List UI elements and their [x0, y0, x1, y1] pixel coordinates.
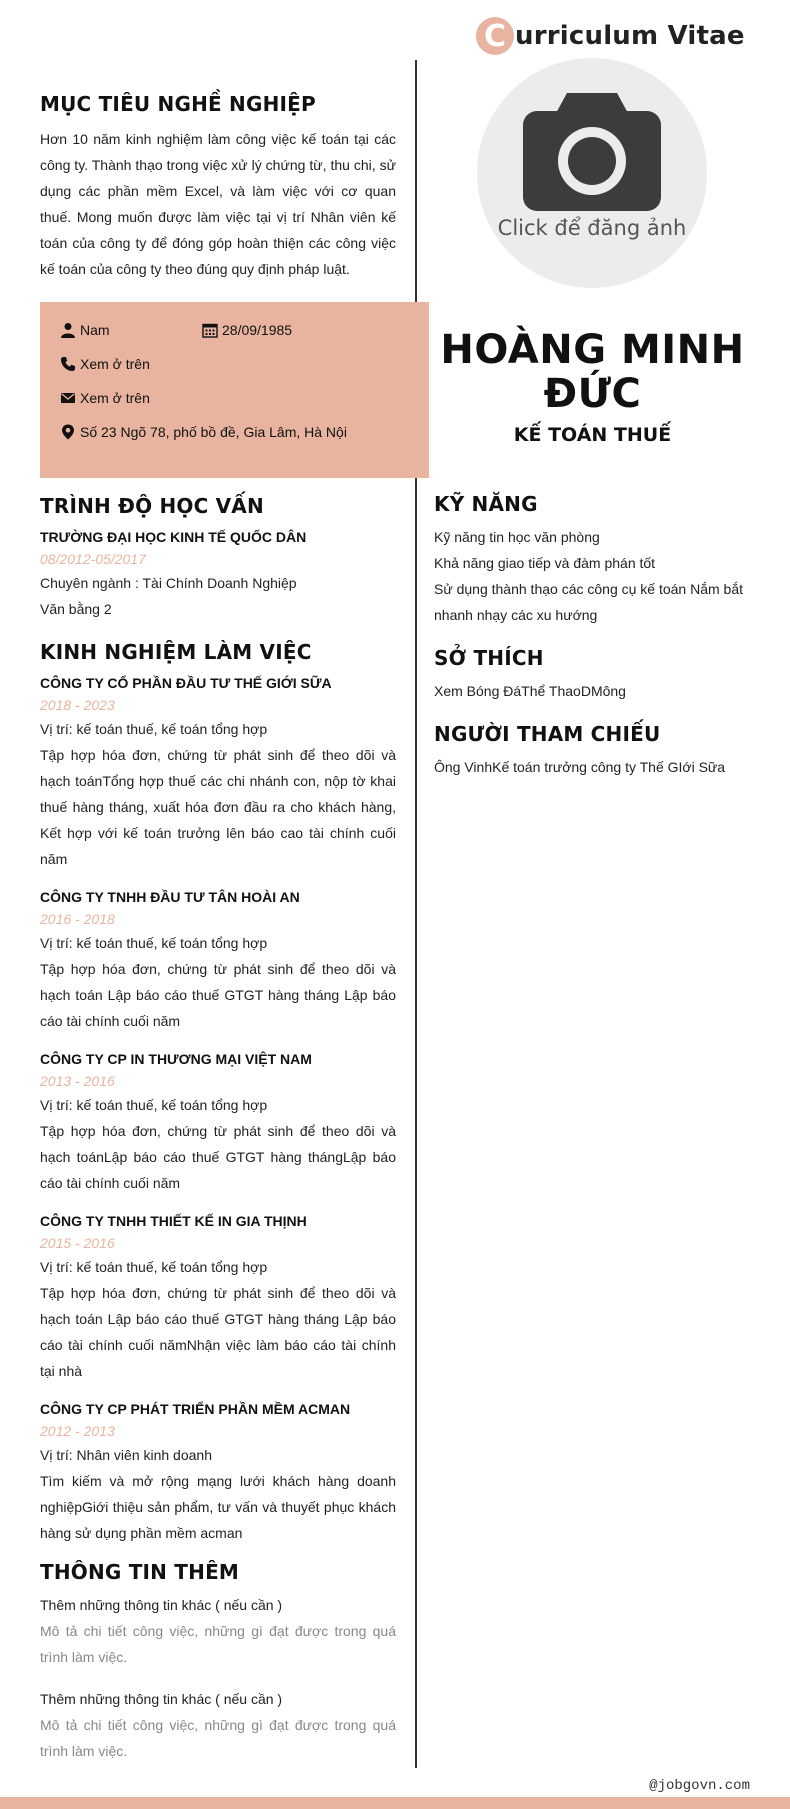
references-text: Ông VinhKế toán trưởng công ty Thế GIới Sữa	[434, 759, 726, 775]
birthday-value: 28/09/1985	[222, 322, 293, 338]
contact-address	[60, 424, 347, 440]
contact-email	[60, 390, 150, 406]
experience-description: Tìm kiếm và mở rộng mạng lưới khách hàng doanh nghiệpGiới thiệu sản phẩm, tư vấn và thuyết phục khách hàng sử dụng phần mềm acman	[40, 1473, 396, 1541]
education-title: TRÌNH ĐỘ HỌC VẤN	[40, 494, 264, 518]
additional-info-section	[40, 1560, 396, 1764]
hobbies-title: SỞ THÍCH	[434, 646, 544, 670]
experience-item	[40, 1048, 396, 1196]
experience-period: 2015 - 2016	[40, 1235, 115, 1251]
envelope-icon	[60, 390, 76, 406]
experience-section	[40, 640, 396, 1546]
photo-upload[interactable]	[477, 58, 707, 288]
skills-title: KỸ NĂNG	[434, 492, 538, 516]
education-major: Chuyên ngành : Tài Chính Doanh Nghiệp	[40, 575, 297, 591]
experience-position: Vị trí: kế toán thuế, kế toán tổng hợp	[40, 1097, 268, 1113]
references-title: NGƯỜI THAM CHIẾU	[434, 722, 661, 746]
skill-item: Khả năng giao tiếp và đàm phán tốt	[434, 555, 656, 571]
experience-item	[40, 886, 396, 1034]
phone-icon	[60, 356, 76, 372]
logo-text: urriculum Vitae	[515, 21, 745, 51]
contact-phone	[60, 356, 150, 372]
objective-title: MỤC TIÊU NGHỀ NGHIỆP	[40, 92, 316, 116]
watermark: @jobgovn.com	[649, 1778, 750, 1794]
experience-description: Tập hợp hóa đơn, chứng từ phát sinh để theo dõi và hạch toánTổng hợp thuế các chi nhánh con, nộp tờ khai thuế hàng tháng, xuất hóa đơn đầu ra cho khách hàng, Kết hợp với kế toán trưởng lên báo cao tài chính cuối năm	[40, 747, 396, 867]
school-name: TRƯỜNG ĐẠI HỌC KINH TẾ QUỐC DÂN	[40, 529, 307, 545]
additional-info-heading: Thêm những thông tin khác ( nếu cần )	[40, 1691, 283, 1707]
objective-section	[40, 92, 396, 282]
experience-period: 2018 - 2023	[40, 697, 115, 713]
education-section	[40, 494, 396, 622]
map-pin-icon	[60, 424, 76, 440]
email-value: Xem ở trên	[80, 390, 150, 406]
experience-description: Tập hợp hóa đơn, chứng từ phát sinh để theo dõi và hạch toán Lập báo cáo thuế GTGT hàng tháng Lập báo cáo tài chính cuối năm	[40, 961, 396, 1029]
logo-letter: C	[476, 17, 514, 55]
experience-position: Vị trí: kế toán thuế, kế toán tổng hợp	[40, 935, 268, 951]
additional-info-text: Mô tả chi tiết công việc, những gì đạt được trong quá trình làm việc.	[40, 1623, 396, 1665]
skill-item: Sử dụng thành thạo các công cụ kế toán Nắm bắt nhanh nhạy các xu hướng	[434, 581, 744, 623]
person-icon	[60, 322, 76, 338]
hobbies-section	[434, 646, 754, 704]
experience-item	[40, 1398, 396, 1546]
address-value: Số 23 Ngõ 78, phố bồ đề, Gia Lâm, Hà Nội	[80, 424, 347, 440]
experience-description: Tập hợp hóa đơn, chứng từ phát sinh để theo dõi và hạch toán Lập báo cáo thuế GTGT hàng tháng Lập báo cáo tài chính cuối nămNhận việc làm báo cáo tài chính tại nhà	[40, 1285, 396, 1379]
additional-info-item	[40, 1592, 396, 1670]
left-column	[40, 494, 396, 1782]
photo-upload-label: Click để đăng ảnh	[497, 216, 687, 240]
company-name: CÔNG TY CP PHÁT TRIỂN PHẦN MỀM ACMAN	[40, 1401, 351, 1417]
objective-text: Hơn 10 năm kinh nghiệm làm công việc kế toán tại các công ty. Thành thạo trong việc xử lý chứng từ, thu chi, sử dụng các phần mềm Excel, và làm việc với cơ quan thuế. Mong muốn được làm việc tại vị trí Nhân viên kế toán của công ty để đóng góp hoàn thiện các công việc kế toán của công ty theo đúng quy định pháp luật.	[40, 131, 396, 277]
experience-period: 2013 - 2016	[40, 1073, 115, 1089]
additional-info-title: THÔNG TIN THÊM	[40, 1560, 240, 1584]
gender-value: Nam	[80, 322, 110, 338]
phone-value: Xem ở trên	[80, 356, 150, 372]
experience-item	[40, 1210, 396, 1384]
additional-info-text: Mô tả chi tiết công việc, những gì đạt được trong quá trình làm việc.	[40, 1717, 396, 1759]
experience-position: Vị trí: kế toán thuế, kế toán tổng hợp	[40, 1259, 268, 1275]
hobbies-text: Xem Bóng ĐáThể ThaoDMông	[434, 683, 626, 699]
contact-box	[40, 302, 429, 478]
right-column	[434, 492, 754, 798]
job-title: KẾ TOÁN THUẾ	[513, 424, 672, 446]
experience-item	[40, 672, 396, 872]
additional-info-heading: Thêm những thông tin khác ( nếu cần )	[40, 1597, 283, 1613]
skill-item: Kỹ năng tin học văn phòng	[434, 529, 600, 545]
experience-position: Vị trí: kế toán thuế, kế toán tổng hợp	[40, 721, 268, 737]
experience-title: KINH NGHIỆM LÀM VIỆC	[40, 640, 312, 664]
additional-info-item	[40, 1686, 396, 1764]
camera-icon	[523, 93, 661, 211]
company-name: CÔNG TY TNHH THIẾT KẾ IN GIA THỊNH	[40, 1213, 307, 1229]
experience-position: Vị trí: Nhân viên kinh doanh	[40, 1447, 212, 1463]
education-degree: Văn bằng 2	[40, 601, 112, 617]
experience-period: 2016 - 2018	[40, 911, 115, 927]
company-name: CÔNG TY CP IN THƯƠNG MẠI VIỆT NAM	[40, 1051, 312, 1067]
experience-description: Tập hợp hóa đơn, chứng từ phát sinh để theo dõi và hạch toánLập báo cáo thuế GTGT hàng thángLập báo cáo tài chính cuối năm	[40, 1123, 396, 1191]
company-name: CÔNG TY CỔ PHẦN ĐẦU TƯ THẾ GIỚI SỮA	[40, 675, 332, 691]
company-name: CÔNG TY TNHH ĐẦU TƯ TÂN HOÀI AN	[40, 889, 300, 905]
references-section	[434, 722, 754, 780]
profile-block	[440, 328, 745, 446]
calendar-icon	[202, 322, 218, 338]
bottom-accent-bar	[0, 1797, 790, 1809]
candidate-name: HOÀNG MINH ĐỨC	[440, 327, 745, 417]
contact-birthday	[202, 322, 292, 338]
education-period: 08/2012-05/2017	[40, 551, 146, 567]
experience-period: 2012 - 2013	[40, 1423, 115, 1439]
contact-gender	[60, 322, 110, 338]
skills-section	[434, 492, 754, 628]
cv-logo	[476, 14, 745, 58]
